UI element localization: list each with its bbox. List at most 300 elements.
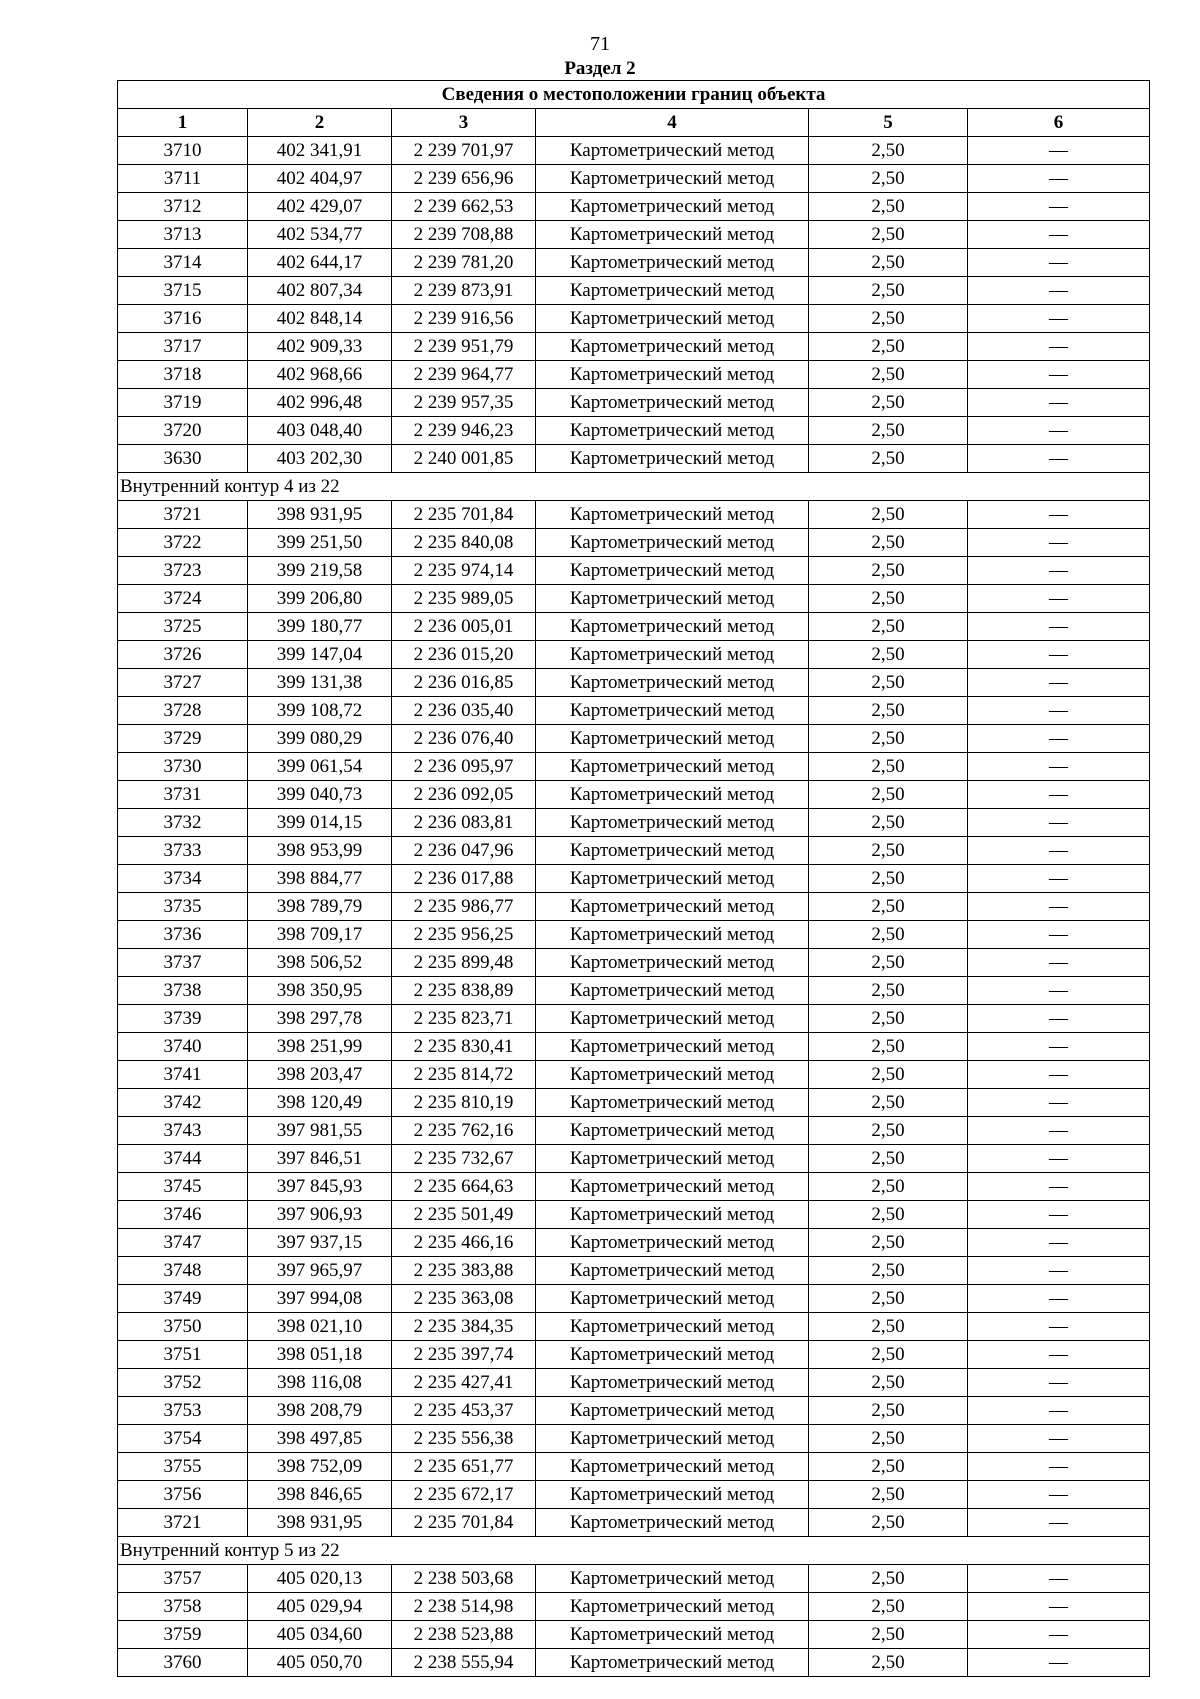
cell-point-number: 3630 (118, 445, 248, 473)
table-row (118, 1369, 1150, 1397)
cell-description: — (968, 1425, 1150, 1453)
cell-point-number: 3715 (118, 277, 248, 305)
cell-point-number: 3723 (118, 557, 248, 585)
cell-coordinate-x: 399 147,04 (248, 641, 392, 669)
table-row (118, 557, 1150, 585)
contour-section-row (118, 473, 1150, 501)
cell-coordinate-y: 2 239 781,20 (392, 249, 536, 277)
cell-point-number: 3743 (118, 1117, 248, 1145)
cell-coordinate-x: 398 789,79 (248, 893, 392, 921)
cell-point-number: 3718 (118, 361, 248, 389)
table-row (118, 1481, 1150, 1509)
cell-coordinate-x: 402 909,33 (248, 333, 392, 361)
table-row (118, 1117, 1150, 1145)
cell-coordinate-y: 2 235 427,41 (392, 1369, 536, 1397)
cell-accuracy: 2,50 (809, 585, 968, 613)
cell-coordinate-y: 2 236 035,40 (392, 697, 536, 725)
cell-point-number: 3712 (118, 193, 248, 221)
cell-description: — (968, 1369, 1150, 1397)
cell-description: — (968, 893, 1150, 921)
cell-coordinate-y: 2 239 708,88 (392, 221, 536, 249)
cell-method: Картометрический метод (536, 249, 809, 277)
cell-coordinate-y: 2 236 047,96 (392, 837, 536, 865)
cell-coordinate-x: 405 050,70 (248, 1649, 392, 1677)
table-row (118, 1621, 1150, 1649)
table-row (118, 1005, 1150, 1033)
cell-accuracy: 2,50 (809, 781, 968, 809)
cell-accuracy: 2,50 (809, 697, 968, 725)
cell-accuracy: 2,50 (809, 249, 968, 277)
cell-point-number: 3742 (118, 1089, 248, 1117)
cell-method: Картометрический метод (536, 1201, 809, 1229)
cell-method: Картометрический метод (536, 613, 809, 641)
cell-method: Картометрический метод (536, 1593, 809, 1621)
cell-point-number: 3746 (118, 1201, 248, 1229)
table-row (118, 193, 1150, 221)
table-row (118, 305, 1150, 333)
cell-point-number: 3713 (118, 221, 248, 249)
table-row (118, 165, 1150, 193)
table-row (118, 1593, 1150, 1621)
cell-point-number: 3755 (118, 1453, 248, 1481)
cell-method: Картометрический метод (536, 417, 809, 445)
cell-method: Картометрический метод (536, 1061, 809, 1089)
cell-point-number: 3744 (118, 1145, 248, 1173)
cell-accuracy: 2,50 (809, 137, 968, 165)
cell-coordinate-x: 402 807,34 (248, 277, 392, 305)
table-row (118, 221, 1150, 249)
cell-coordinate-x: 399 040,73 (248, 781, 392, 809)
cell-accuracy: 2,50 (809, 641, 968, 669)
cell-point-number: 3758 (118, 1593, 248, 1621)
cell-method: Картометрический метод (536, 977, 809, 1005)
cell-description: — (968, 613, 1150, 641)
cell-point-number: 3734 (118, 865, 248, 893)
cell-point-number: 3732 (118, 809, 248, 837)
cell-coordinate-y: 2 235 701,84 (392, 501, 536, 529)
table-row (118, 137, 1150, 165)
cell-accuracy: 2,50 (809, 1257, 968, 1285)
cell-accuracy: 2,50 (809, 1369, 968, 1397)
cell-method: Картометрический метод (536, 725, 809, 753)
cell-coordinate-y: 2 239 656,96 (392, 165, 536, 193)
cell-accuracy: 2,50 (809, 1313, 968, 1341)
cell-description: — (968, 1033, 1150, 1061)
cell-coordinate-x: 399 219,58 (248, 557, 392, 585)
cell-description: — (968, 361, 1150, 389)
cell-coordinate-y: 2 235 974,14 (392, 557, 536, 585)
cell-method: Картометрический метод (536, 529, 809, 557)
cell-description: — (968, 977, 1150, 1005)
cell-method: Картометрический метод (536, 305, 809, 333)
table-row (118, 837, 1150, 865)
page-number: 71 (590, 33, 610, 55)
cell-coordinate-y: 2 235 838,89 (392, 977, 536, 1005)
cell-method: Картометрический метод (536, 333, 809, 361)
cell-point-number: 3757 (118, 1565, 248, 1593)
cell-description: — (968, 193, 1150, 221)
cell-coordinate-x: 397 906,93 (248, 1201, 392, 1229)
cell-coordinate-x: 398 931,95 (248, 1509, 392, 1537)
cell-description: — (968, 1285, 1150, 1313)
cell-point-number: 3729 (118, 725, 248, 753)
cell-coordinate-y: 2 239 916,56 (392, 305, 536, 333)
cell-accuracy: 2,50 (809, 1481, 968, 1509)
cell-point-number: 3733 (118, 837, 248, 865)
table-row (118, 1089, 1150, 1117)
table-row (118, 1453, 1150, 1481)
cell-coordinate-x: 398 497,85 (248, 1425, 392, 1453)
cell-method: Картометрический метод (536, 1369, 809, 1397)
cell-description: — (968, 1089, 1150, 1117)
cell-coordinate-x: 405 020,13 (248, 1565, 392, 1593)
table-row (118, 949, 1150, 977)
cell-method: Картометрический метод (536, 781, 809, 809)
table-title: Сведения о местоположении границ объекта (118, 81, 1150, 109)
column-header: 1 (118, 109, 248, 137)
cell-accuracy: 2,50 (809, 501, 968, 529)
cell-accuracy: 2,50 (809, 1649, 968, 1677)
cell-coordinate-y: 2 236 076,40 (392, 725, 536, 753)
cell-coordinate-y: 2 239 662,53 (392, 193, 536, 221)
cell-description: — (968, 809, 1150, 837)
cell-accuracy: 2,50 (809, 165, 968, 193)
cell-description: — (968, 1397, 1150, 1425)
cell-method: Картометрический метод (536, 1173, 809, 1201)
cell-accuracy: 2,50 (809, 1397, 968, 1425)
cell-coordinate-x: 399 061,54 (248, 753, 392, 781)
cell-point-number: 3721 (118, 1509, 248, 1537)
cell-accuracy: 2,50 (809, 1565, 968, 1593)
cell-accuracy: 2,50 (809, 613, 968, 641)
cell-description: — (968, 1173, 1150, 1201)
table-row (118, 249, 1150, 277)
cell-description: — (968, 249, 1150, 277)
column-header-row (118, 109, 1150, 137)
table-row (118, 585, 1150, 613)
cell-description: — (968, 585, 1150, 613)
cell-description: — (968, 865, 1150, 893)
cell-point-number: 3730 (118, 753, 248, 781)
cell-coordinate-y: 2 238 503,68 (392, 1565, 536, 1593)
cell-description: — (968, 725, 1150, 753)
cell-method: Картометрический метод (536, 1565, 809, 1593)
cell-method: Картометрический метод (536, 1285, 809, 1313)
cell-description: — (968, 389, 1150, 417)
cell-method: Картометрический метод (536, 277, 809, 305)
cell-coordinate-y: 2 239 701,97 (392, 137, 536, 165)
cell-accuracy: 2,50 (809, 1061, 968, 1089)
table-row (118, 893, 1150, 921)
cell-description: — (968, 1117, 1150, 1145)
cell-point-number: 3710 (118, 137, 248, 165)
cell-description: — (968, 1621, 1150, 1649)
cell-method: Картометрический метод (536, 1005, 809, 1033)
cell-description: — (968, 1313, 1150, 1341)
cell-accuracy: 2,50 (809, 1229, 968, 1257)
cell-method: Картометрический метод (536, 1145, 809, 1173)
cell-description: — (968, 697, 1150, 725)
cell-coordinate-x: 399 080,29 (248, 725, 392, 753)
cell-method: Картометрический метод (536, 221, 809, 249)
cell-method: Картометрический метод (536, 1341, 809, 1369)
cell-method: Картометрический метод (536, 1117, 809, 1145)
cell-coordinate-x: 398 953,99 (248, 837, 392, 865)
table-row (118, 977, 1150, 1005)
cell-accuracy: 2,50 (809, 1201, 968, 1229)
cell-coordinate-y: 2 239 964,77 (392, 361, 536, 389)
cell-coordinate-x: 398 752,09 (248, 1453, 392, 1481)
cell-accuracy: 2,50 (809, 529, 968, 557)
cell-point-number: 3735 (118, 893, 248, 921)
table-row (118, 1033, 1150, 1061)
cell-point-number: 3717 (118, 333, 248, 361)
cell-method: Картометрический метод (536, 697, 809, 725)
table-row (118, 1313, 1150, 1341)
cell-coordinate-y: 2 235 664,63 (392, 1173, 536, 1201)
cell-accuracy: 2,50 (809, 893, 968, 921)
cell-coordinate-x: 402 848,14 (248, 305, 392, 333)
cell-method: Картометрический метод (536, 165, 809, 193)
column-header: 3 (392, 109, 536, 137)
table-row (118, 641, 1150, 669)
cell-coordinate-y: 2 235 363,08 (392, 1285, 536, 1313)
cell-accuracy: 2,50 (809, 669, 968, 697)
cell-coordinate-y: 2 235 397,74 (392, 1341, 536, 1369)
cell-point-number: 3727 (118, 669, 248, 697)
table-row (118, 1565, 1150, 1593)
table-row (118, 697, 1150, 725)
cell-method: Картометрический метод (536, 641, 809, 669)
cell-coordinate-y: 2 236 005,01 (392, 613, 536, 641)
cell-coordinate-x: 397 965,97 (248, 1257, 392, 1285)
cell-coordinate-x: 397 994,08 (248, 1285, 392, 1313)
cell-point-number: 3748 (118, 1257, 248, 1285)
cell-accuracy: 2,50 (809, 1145, 968, 1173)
cell-point-number: 3721 (118, 501, 248, 529)
cell-point-number: 3726 (118, 641, 248, 669)
cell-coordinate-y: 2 235 453,37 (392, 1397, 536, 1425)
cell-coordinate-x: 402 968,66 (248, 361, 392, 389)
cell-coordinate-y: 2 239 951,79 (392, 333, 536, 361)
cell-coordinate-y: 2 236 083,81 (392, 809, 536, 837)
cell-method: Картометрический метод (536, 501, 809, 529)
column-header: 2 (248, 109, 392, 137)
cell-point-number: 3756 (118, 1481, 248, 1509)
cell-coordinate-x: 398 931,95 (248, 501, 392, 529)
cell-coordinate-y: 2 235 762,16 (392, 1117, 536, 1145)
cell-coordinate-x: 398 709,17 (248, 921, 392, 949)
cell-coordinate-y: 2 239 946,23 (392, 417, 536, 445)
table-row (118, 1229, 1150, 1257)
cell-coordinate-x: 398 846,65 (248, 1481, 392, 1509)
cell-coordinate-y: 2 235 989,05 (392, 585, 536, 613)
cell-point-number: 3751 (118, 1341, 248, 1369)
cell-description: — (968, 305, 1150, 333)
cell-coordinate-y: 2 235 830,41 (392, 1033, 536, 1061)
cell-point-number: 3760 (118, 1649, 248, 1677)
cell-method: Картометрический метод (536, 389, 809, 417)
cell-coordinate-x: 402 534,77 (248, 221, 392, 249)
contour-section-label: Внутренний контур 5 из 22 (118, 1537, 1150, 1565)
cell-method: Картометрический метод (536, 949, 809, 977)
cell-method: Картометрический метод (536, 669, 809, 697)
table-row (118, 1061, 1150, 1089)
cell-method: Картометрический метод (536, 1509, 809, 1537)
cell-coordinate-y: 2 235 899,48 (392, 949, 536, 977)
cell-coordinate-y: 2 240 001,85 (392, 445, 536, 473)
cell-description: — (968, 837, 1150, 865)
cell-coordinate-y: 2 236 017,88 (392, 865, 536, 893)
cell-accuracy: 2,50 (809, 1117, 968, 1145)
cell-description: — (968, 417, 1150, 445)
cell-description: — (968, 1201, 1150, 1229)
cell-coordinate-x: 403 202,30 (248, 445, 392, 473)
cell-point-number: 3714 (118, 249, 248, 277)
table-row (118, 669, 1150, 697)
cell-coordinate-x: 398 506,52 (248, 949, 392, 977)
cell-accuracy: 2,50 (809, 361, 968, 389)
table-row (118, 501, 1150, 529)
table-row (118, 1509, 1150, 1537)
cell-coordinate-y: 2 235 701,84 (392, 1509, 536, 1537)
cell-coordinate-x: 402 996,48 (248, 389, 392, 417)
cell-accuracy: 2,50 (809, 865, 968, 893)
cell-description: — (968, 1481, 1150, 1509)
cell-accuracy: 2,50 (809, 949, 968, 977)
cell-coordinate-y: 2 235 466,16 (392, 1229, 536, 1257)
cell-method: Картометрический метод (536, 1397, 809, 1425)
table-row (118, 445, 1150, 473)
cell-accuracy: 2,50 (809, 277, 968, 305)
cell-method: Картометрический метод (536, 893, 809, 921)
cell-coordinate-x: 398 120,49 (248, 1089, 392, 1117)
cell-description: — (968, 333, 1150, 361)
cell-method: Картометрический метод (536, 1257, 809, 1285)
cell-coordinate-x: 405 034,60 (248, 1621, 392, 1649)
cell-coordinate-x: 399 180,77 (248, 613, 392, 641)
cell-description: — (968, 669, 1150, 697)
cell-point-number: 3737 (118, 949, 248, 977)
cell-accuracy: 2,50 (809, 221, 968, 249)
cell-coordinate-x: 398 251,99 (248, 1033, 392, 1061)
table-body (118, 137, 1150, 1677)
cell-method: Картометрический метод (536, 1033, 809, 1061)
cell-coordinate-y: 2 235 384,35 (392, 1313, 536, 1341)
cell-description: — (968, 1453, 1150, 1481)
cell-description: — (968, 781, 1150, 809)
cell-description: — (968, 1257, 1150, 1285)
cell-coordinate-y: 2 236 092,05 (392, 781, 536, 809)
cell-method: Картометрический метод (536, 1229, 809, 1257)
cell-coordinate-y: 2 238 514,98 (392, 1593, 536, 1621)
cell-method: Картометрический метод (536, 1089, 809, 1117)
cell-point-number: 3752 (118, 1369, 248, 1397)
cell-point-number: 3719 (118, 389, 248, 417)
cell-description: — (968, 277, 1150, 305)
cell-accuracy: 2,50 (809, 389, 968, 417)
cell-coordinate-y: 2 235 501,49 (392, 1201, 536, 1229)
cell-accuracy: 2,50 (809, 725, 968, 753)
cell-accuracy: 2,50 (809, 921, 968, 949)
cell-coordinate-y: 2 235 814,72 (392, 1061, 536, 1089)
cell-point-number: 3747 (118, 1229, 248, 1257)
cell-accuracy: 2,50 (809, 305, 968, 333)
cell-coordinate-x: 398 203,47 (248, 1061, 392, 1089)
cell-coordinate-y: 2 239 873,91 (392, 277, 536, 305)
cell-coordinate-x: 398 884,77 (248, 865, 392, 893)
cell-accuracy: 2,50 (809, 1033, 968, 1061)
cell-accuracy: 2,50 (809, 445, 968, 473)
cell-coordinate-x: 402 404,97 (248, 165, 392, 193)
cell-description: — (968, 1061, 1150, 1089)
cell-description: — (968, 165, 1150, 193)
table-row (118, 1201, 1150, 1229)
cell-coordinate-x: 402 644,17 (248, 249, 392, 277)
cell-description: — (968, 1649, 1150, 1677)
cell-point-number: 3738 (118, 977, 248, 1005)
cell-method: Картометрический метод (536, 361, 809, 389)
cell-method: Картометрический метод (536, 193, 809, 221)
cell-method: Картометрический метод (536, 585, 809, 613)
table-row (118, 921, 1150, 949)
table-row (118, 1285, 1150, 1313)
cell-accuracy: 2,50 (809, 1425, 968, 1453)
table-row (118, 1341, 1150, 1369)
cell-coordinate-x: 397 846,51 (248, 1145, 392, 1173)
cell-point-number: 3720 (118, 417, 248, 445)
cell-coordinate-y: 2 236 016,85 (392, 669, 536, 697)
cell-accuracy: 2,50 (809, 1341, 968, 1369)
cell-coordinate-y: 2 235 556,38 (392, 1425, 536, 1453)
cell-coordinate-x: 398 116,08 (248, 1369, 392, 1397)
cell-coordinate-x: 399 014,15 (248, 809, 392, 837)
cell-accuracy: 2,50 (809, 1173, 968, 1201)
table-row (118, 361, 1150, 389)
section-title: Раздел 2 (564, 58, 636, 79)
cell-accuracy: 2,50 (809, 557, 968, 585)
table-row (118, 417, 1150, 445)
cell-accuracy: 2,50 (809, 837, 968, 865)
cell-point-number: 3754 (118, 1425, 248, 1453)
cell-point-number: 3725 (118, 613, 248, 641)
table-row (118, 1145, 1150, 1173)
cell-accuracy: 2,50 (809, 1005, 968, 1033)
cell-coordinate-x: 405 029,94 (248, 1593, 392, 1621)
cell-point-number: 3739 (118, 1005, 248, 1033)
cell-coordinate-x: 397 845,93 (248, 1173, 392, 1201)
cell-coordinate-y: 2 238 555,94 (392, 1649, 536, 1677)
cell-coordinate-x: 398 297,78 (248, 1005, 392, 1033)
table-row (118, 1649, 1150, 1677)
cell-description: — (968, 1509, 1150, 1537)
table-row (118, 1397, 1150, 1425)
cell-description: — (968, 921, 1150, 949)
cell-point-number: 3731 (118, 781, 248, 809)
cell-method: Картометрический метод (536, 1649, 809, 1677)
cell-point-number: 3711 (118, 165, 248, 193)
cell-coordinate-y: 2 235 840,08 (392, 529, 536, 557)
cell-description: — (968, 1005, 1150, 1033)
column-header: 5 (809, 109, 968, 137)
cell-coordinate-x: 397 937,15 (248, 1229, 392, 1257)
cell-description: — (968, 557, 1150, 585)
column-header: 4 (536, 109, 809, 137)
cell-method: Картометрический метод (536, 137, 809, 165)
cell-coordinate-y: 2 239 957,35 (392, 389, 536, 417)
cell-coordinate-x: 399 251,50 (248, 529, 392, 557)
table-row (118, 277, 1150, 305)
